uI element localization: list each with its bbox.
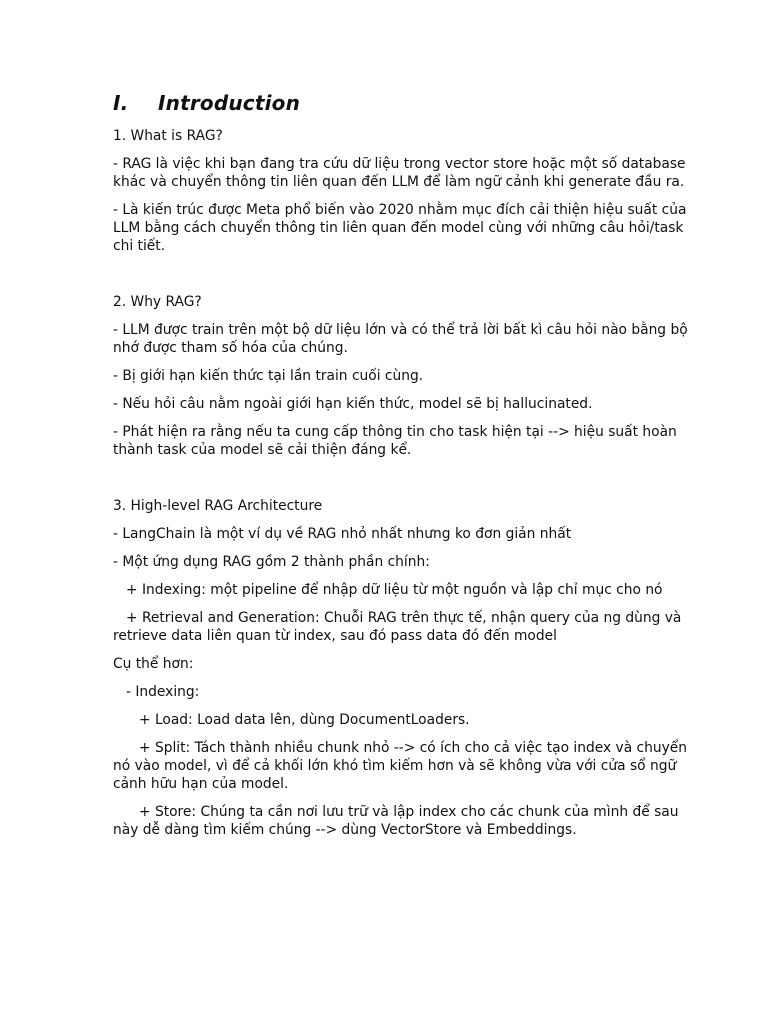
list-item: + Store: Chúng ta cần nơi lưu trữ và lập index cho các chunk của mình để sau này dễ dàng tìm kiếm chúng --> dùng VectorStore và Embeddings. [113, 804, 683, 838]
paragraph: - Nếu hỏi câu nằm ngoài giới hạn kiến thức, model sẽ bị hallucinated. [113, 396, 593, 412]
paragraph: - LangChain là một ví dụ về RAG nhỏ nhất nhưng ko đơn giản nhất [113, 526, 572, 542]
heading-title: Introduction [158, 91, 301, 115]
paragraph: - LLM được train trên một bộ dữ liệu lớn và có thể trả lời bất kì câu hỏi nào bằng bộ nhớ được tham số hóa của chúng. [113, 322, 693, 356]
list-item: + Retrieval and Generation: Chuỗi RAG trên thực tế, nhận query của ng dùng và retrieve data liên quan từ index, sau đó pass data đó đến model [113, 610, 686, 644]
heading-number: I. [113, 91, 129, 115]
paragraph: - Bị giới hạn kiến thức tại lần train cuối cùng. [113, 368, 424, 384]
list-item: + Indexing: một pipeline để nhập dữ liệu từ một nguồn và lập chỉ mục cho nó [126, 582, 663, 598]
paragraph: - Phát hiện ra rằng nếu ta cung cấp thông tin cho task hiện tại --> hiệu suất hoàn thành task của model sẽ cải thiện đáng kể. [113, 424, 682, 458]
paragraph: Cụ thể hơn: [113, 656, 194, 672]
list-item: + Split: Tách thành nhiều chunk nhỏ --> có ích cho cả việc tạo index và chuyển nó vào model, vì để cả khối lớn khó tìm kiếm hơn và sẽ không vừa với cửa sổ ngữ cảnh hữu hạn của model. [113, 740, 692, 792]
list-item: + Load: Load data lên, dùng DocumentLoaders. [139, 712, 470, 728]
list-item: - Indexing: [126, 684, 200, 700]
subsection-title-what: 1. What is RAG? [113, 128, 223, 144]
paragraph: - Một ứng dụng RAG gồm 2 thành phần chính: [113, 554, 430, 570]
paragraph: - RAG là việc khi bạn đang tra cứu dữ liệu trong vector store hoặc một số database khác và chuyển thông tin liên quan đến LLM để làm ngữ cảnh khi generate đầu ra. [113, 156, 690, 190]
spacer [113, 265, 693, 293]
section-heading [113, 91, 300, 115]
subsection-title-arch: 3. High-level RAG Architecture [113, 498, 323, 514]
document-body [113, 127, 693, 849]
paragraph: - Là kiến trúc được Meta phổ biến vào 2020 nhằm mục đích cải thiện hiệu suất của LLM bằng cách chuyển thông tin liên quan đến model cùng với những câu hỏi/task chi tiết. [113, 202, 691, 254]
subsection-title-why: 2. Why RAG? [113, 294, 202, 310]
spacer [113, 469, 693, 497]
